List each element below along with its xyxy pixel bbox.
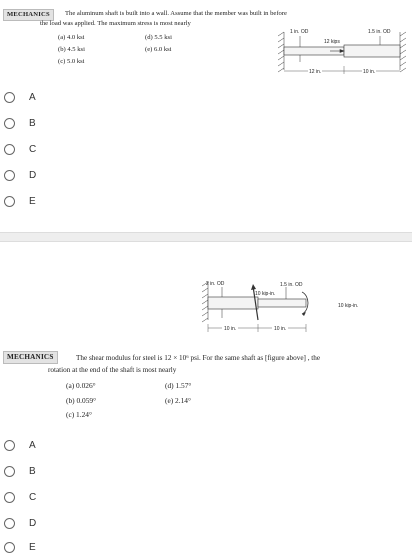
q2-choice-a[interactable] [4,436,36,454]
q1-choice-e[interactable] [4,192,36,210]
q2-small-section [258,299,306,307]
q1-shaft-figure [278,26,410,78]
q1-option-b: (b) 4.5 ksi [58,46,85,53]
q2-radio-b[interactable] [4,466,15,477]
q1-option-c: (c) 5.0 ksi [58,58,85,65]
q1-choice-c-label: C [29,143,37,155]
q2-choice-e-label: E [29,541,36,553]
q2-choice-b[interactable] [4,462,36,480]
q2-choice-b-label: B [29,465,36,477]
q1-load-label: 12 kips [324,39,340,45]
q1-choice-b-label: B [29,117,36,129]
q2-dimension-lines [208,324,306,332]
q1-option-e: (e) 6.0 ksi [145,46,172,53]
q1-choice-d-label: D [29,169,37,181]
left-wall-hatch [278,32,284,72]
q1-option-a: (a) 4.0 ksi [58,34,85,41]
q1-od-small-label: 1 in. OD [290,29,309,35]
q1-radio-b[interactable] [4,118,15,129]
q1-od-large-label: 1.5 in. OD [368,29,391,35]
q2-option-c: (c) 1.24° [66,410,92,419]
q2-choice-a-label: A [29,439,36,451]
q2-choice-c[interactable] [4,488,36,506]
q1-radio-c[interactable] [4,144,15,155]
q2-torque2-label: 10 kip-in. [338,303,359,309]
q2-option-d: (d) 1.57° [165,381,192,390]
q1-len1-label: 12 in. [309,69,322,75]
q1-subject-tag: MECHANICS [3,9,54,21]
q2-choice-d-label: D [29,517,37,529]
q1-option-d: (d) 5.5 ksi [145,34,172,41]
q1-choice-e-label: E [29,195,36,207]
q1-stem-line1: The aluminum shaft is built into a wall. Assume that the member was built in before [65,10,287,17]
shaft-large-section [344,45,400,57]
q2-option-a: (a) 0.026° [66,381,96,390]
q2-len1-label: 10 in. [224,326,237,332]
q2-torque1-label: 10 kip-in. [255,291,276,297]
q1-radio-d[interactable] [4,170,15,181]
q1-choice-a-label: A [29,91,36,103]
q2-od-left-label: 2 in. OD [206,281,225,287]
q2-option-e: (e) 2.14° [165,396,191,405]
right-wall-hatch [400,32,406,72]
q1-len2-label: 10 in. [363,69,376,75]
q2-wall-hatch [202,282,208,322]
q2-radio-c[interactable] [4,492,15,503]
q1-radio-a[interactable] [4,92,15,103]
q2-radio-e[interactable] [4,542,15,553]
question-divider [0,232,412,242]
q2-option-b: (b) 0.059° [66,396,97,405]
q2-choice-d[interactable] [4,514,36,532]
q2-choice-e[interactable] [4,538,36,556]
q2-od-right-label: 1.5 in. OD [280,282,303,288]
q2-radio-d[interactable] [4,518,15,529]
q1-choice-c[interactable] [4,140,36,158]
q1-stem-line2: the load was applied. The maximum stress is most nearly [40,20,191,27]
q1-radio-e[interactable] [4,196,15,207]
q2-large-section [208,297,258,309]
q2-choice-c-label: C [29,491,37,503]
q1-choice-d[interactable] [4,166,36,184]
q2-stem-line2: rotation at the end of the shaft is most nearly [48,366,177,374]
q2-radio-a[interactable] [4,440,15,451]
q2-stem-line1: The shear modulus for steel is 12 × 10⁶ psi. For the same shaft as [figure above] , the [76,354,321,362]
q2-subject-tag: MECHANICS [3,351,58,364]
q2-len2-label: 10 in. [274,326,287,332]
dimension-lines [284,66,400,74]
q1-choice-b[interactable] [4,114,36,132]
q2-torsion-figure [198,278,378,336]
q1-choice-a[interactable] [4,88,36,106]
